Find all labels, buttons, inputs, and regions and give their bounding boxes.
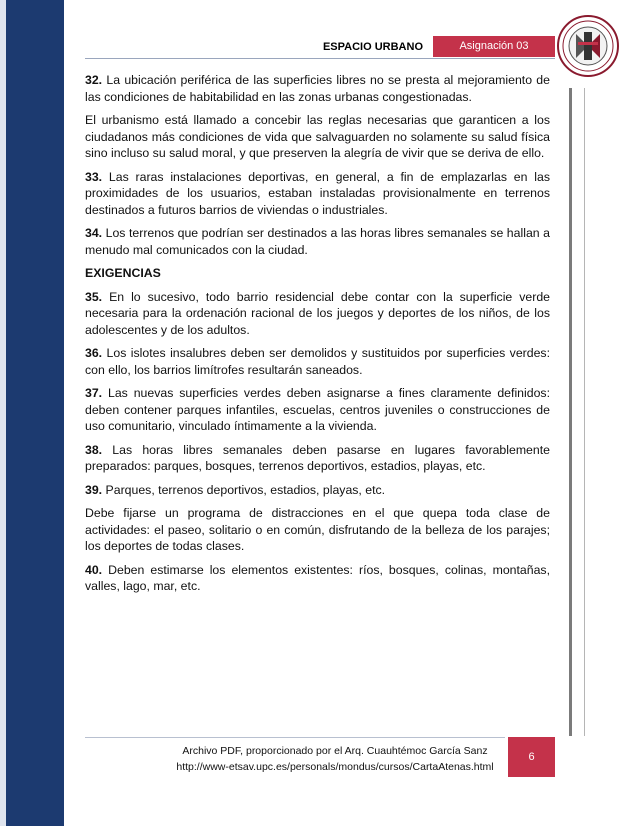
paragraph-text: Debe fijarse un programa de distracciones en el que quepa toda clase de actividades: el paseo, solitario o en común, disfrutando de la belleza de los parajes; los deportes de todas clases. (85, 506, 550, 553)
paragraph-text: La ubicación periférica de las superficies libres no se presta al mejoramiento de las condiciones de habitabilidad en las zonas urbanas congestionadas. (85, 73, 550, 104)
paragraph-number: 33. (85, 169, 103, 184)
paragraph-text: Deben estimarse los elementos existentes: ríos, bosques, colinas, montañas, valles, lago, mar, etc. (85, 562, 550, 593)
section-heading-exigencias (85, 265, 550, 282)
paragraph-number: 39. (85, 482, 103, 497)
header-title: ESPACIO URBANO (322, 41, 423, 53)
left-decorative-band (0, 0, 64, 826)
right-margin-rule-thin (584, 88, 585, 736)
paragraph-text: Los terrenos que podrían ser destinados a las horas libres semanales se hallan a menudo mal comunicados con la ciudad. (85, 226, 550, 257)
header-assignment-tab: Asignación 03 (433, 36, 555, 57)
paragraph-32 (85, 72, 550, 105)
paragraph-text: Las horas libres semanales deben pasarse en lugares favorablemente preparados: parques, bosques, terrenos deportivos, estadios, playas, etc. (85, 442, 550, 473)
paragraph-text: El urbanismo está llamado a concebir las reglas necesarias que garanticen a los ciudadanos más condiciones de vida que salvaguarden no solamente su salud física sino incluso su salud moral, y que preserven la alegría de vivir que se deriva de ello. (85, 113, 550, 160)
paragraph-programa (85, 505, 550, 555)
footer-source-text: Archivo PDF, proporcionado por el Arq. Cuauhtémoc García Sanz (182, 745, 488, 757)
paragraph-text: En lo sucesivo, todo barrio residencial debe contar con la superficie verde necesaria para la ordenación racional de los juegos y deportes de los niños, de los adolescentes y de los adultos. (85, 289, 550, 337)
document-body (85, 72, 550, 602)
page-number: 6 (508, 737, 555, 777)
paragraph-number: 38. (85, 442, 103, 457)
paragraph-40 (85, 562, 550, 595)
paragraph-39 (85, 482, 550, 499)
paragraph-text: Las nuevas superficies verdes deben asignarse a fines claramente definidos: deben contener parques infantiles, escuelas, centros juveniles o construcciones de uso comunitario, vinculado íntimamente a la vivienda. (85, 386, 550, 433)
paragraph-text: Los islotes insalubres deben ser demolidos y sustituidos por superficies verdes: con ello, los barrios limítrofes resultarán saneados. (85, 346, 550, 377)
footer-source-link[interactable]: http://www-etsav.upc.es/personals/mondus/cursos/CartaAtenas.html (176, 761, 494, 773)
paragraph-text: Las raras instalaciones deportivas, en general, a fin de emplazarlas en las proximidades de los usuarios, estaban instaladas provisionalmente en terrenos destinados a futuros barrios de viviendas o industriales. (85, 169, 550, 217)
page-header (85, 36, 555, 59)
paragraph-number: 32. (85, 73, 103, 87)
paragraph-34 (85, 225, 550, 258)
paragraph-number: 37. (85, 386, 103, 400)
paragraph-number: 40. (85, 562, 103, 577)
page-footer (150, 743, 520, 775)
section-heading: EXIGENCIAS (85, 266, 161, 280)
paragraph-urbanismo (85, 112, 550, 162)
right-margin-rule (569, 88, 572, 736)
paragraph-38 (85, 442, 550, 475)
footer-divider (85, 737, 505, 738)
paragraph-text: Parques, terrenos deportivos, estadios, playas, etc. (102, 482, 386, 497)
paragraph-number: 35. (85, 289, 103, 304)
paragraph-number: 34. (85, 226, 103, 240)
university-seal-icon (556, 14, 620, 78)
paragraph-37 (85, 385, 550, 435)
paragraph-number: 36. (85, 346, 103, 360)
paragraph-35 (85, 289, 550, 339)
paragraph-33 (85, 169, 550, 219)
paragraph-36 (85, 345, 550, 378)
